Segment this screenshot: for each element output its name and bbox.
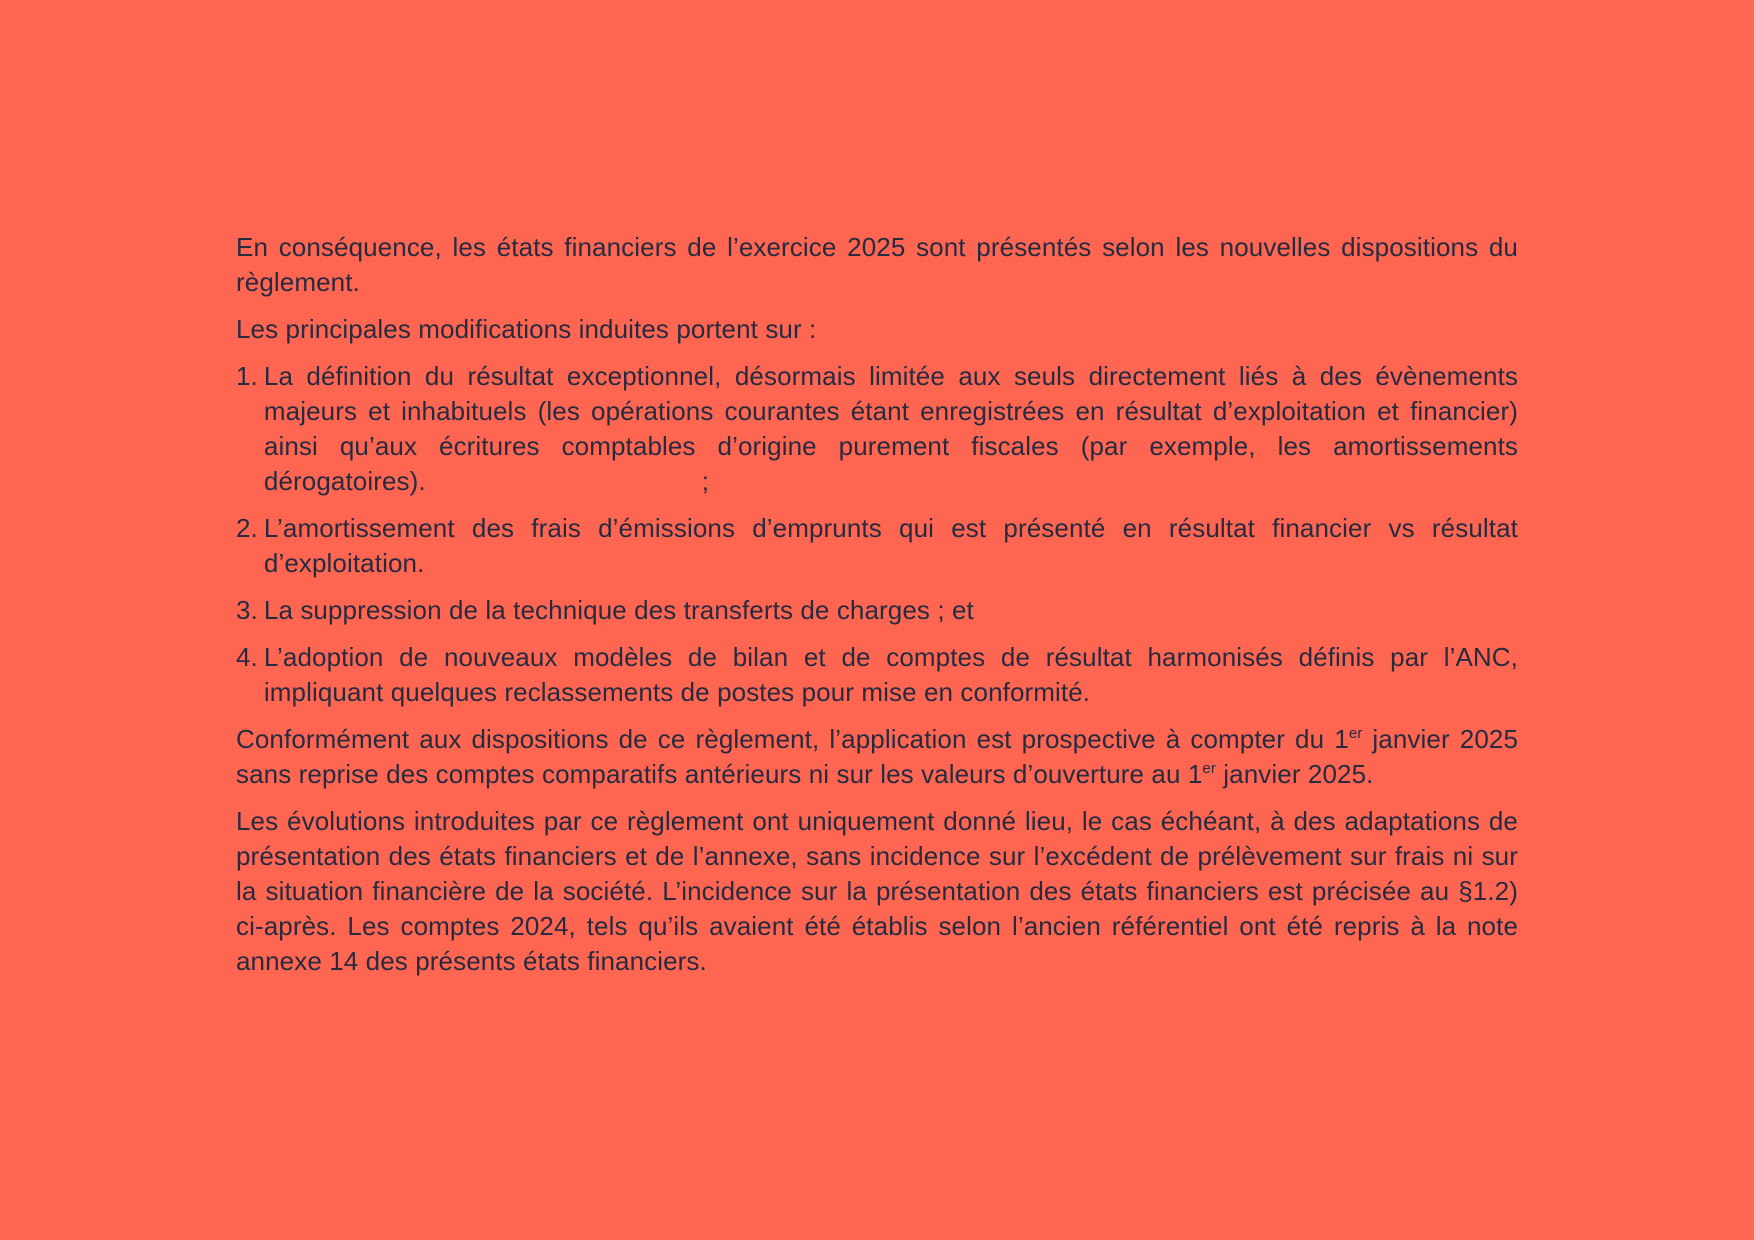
intro-paragraph: En conséquence, les états financiers de l’exercice 2025 sont présentés selon les nouvelles dispositions du règlement. [236, 232, 1518, 297]
list-item [236, 359, 1518, 499]
list-item [236, 593, 1518, 628]
application-text-part-3: janvier 2025. [1215, 759, 1374, 789]
application-text-part-2: janvier 2025 sans reprise des comptes comparatifs antérieurs ni sur les valeurs d’ouverture au 1 [236, 724, 1519, 789]
list-item-number: 4. [236, 642, 258, 672]
ordinal-superscript: er [1202, 760, 1216, 777]
list-item-trailing-punctuation: ; [701, 466, 710, 496]
list-item-number: 1. [236, 361, 258, 391]
application-text-part-1: Conformément aux dispositions de ce règlement, l’application est prospective à compter du 1 [236, 724, 1349, 754]
closing-paragraph: Les évolutions introduites par ce règlement ont uniquement donné lieu, le cas échéant, à des adaptations de présentation des états financiers et de l’annexe, sans incidence sur l’excédent de prélèvement sur frais ni sur la situation financière de la société. L’incidence sur la présentation des états financiers est précisée au §1.2) ci-après. Les comptes 2024, tels qu’ils avaient été établis selon l’ancien référentiel ont été repris à la note annexe 14 des présents états financiers. [236, 806, 1518, 976]
list-item [236, 640, 1518, 710]
modifications-list [236, 359, 1518, 710]
list-item-text: L’amortissement des frais d’émissions d’emprunts qui est présenté en résultat financier vs résultat d’exploitation. [263, 513, 1518, 578]
list-item-text: La suppression de la technique des transferts de charges ; et [263, 595, 974, 625]
document-body [236, 230, 1518, 991]
lead-in-paragraph: Les principales modifications induites portent sur : [236, 314, 817, 344]
list-item-number: 2. [236, 513, 258, 543]
list-item-text [264, 359, 1518, 499]
application-paragraph [236, 722, 1518, 792]
list-item-body: La définition du résultat exceptionnel, désormais limitée aux seuls directement liés à des évènements majeurs et inhabituels (les opérations courantes étant enregistrées en résultat d’exploitation et financier) ainsi qu’aux écritures comptables d’origine purement fiscales (par exemple, les amortissements dérogatoires). [263, 361, 1518, 496]
list-item-text: L’adoption de nouveaux modèles de bilan et de comptes de résultat harmonisés définis par l’ANC, impliquant quelques reclassements de postes pour mise en conformité. [263, 642, 1518, 707]
ordinal-superscript: er [1348, 725, 1363, 742]
list-item-number: 3. [236, 595, 258, 625]
list-item [236, 511, 1518, 581]
